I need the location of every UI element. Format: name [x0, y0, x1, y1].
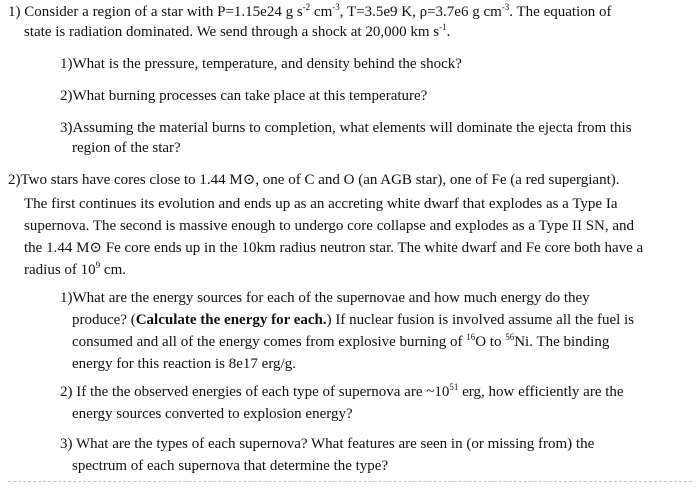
superscript: 51 — [449, 382, 459, 392]
q2-sub-question-1-line-4 — [72, 352, 296, 376]
sub-question-text: region of the star? — [72, 140, 181, 156]
sub-question-text: 1)What is the pressure, temperature, and density behind the shock? — [60, 56, 462, 72]
q1-sub-question-1 — [60, 52, 462, 76]
cropped-text-edge — [8, 481, 692, 488]
q2-sub-question-1-line-3 — [72, 330, 609, 354]
sub-question-text: ) If nuclear fusion is involved assume all the fuel is — [326, 312, 635, 328]
q2-line-4 — [24, 236, 643, 260]
q1-text: 1) Consider a region of a star with P=1.15e24 g s — [8, 4, 303, 20]
sub-question-text: 2) If the the observed energies of each type of supernova are ~10 — [60, 384, 450, 400]
q1-sub-question-3-cont — [72, 136, 181, 160]
q2-text: radius of 10 — [24, 262, 96, 278]
sub-question-text: Ni. The binding — [514, 334, 610, 350]
superscript: 16 — [466, 332, 476, 342]
q2-text: The first continues its evolution and ends up as an accreting white dwarf that explodes as a Type Ia — [24, 196, 618, 212]
sub-question-text: 3) What are the types of each supernova? What features are seen in (or missing from) the — [60, 436, 595, 452]
superscript: 9 — [95, 260, 101, 270]
superscript: -3 — [332, 2, 340, 12]
q2-sub-question-3 — [60, 432, 594, 456]
sub-question-text: energy sources converted to explosion energy? — [72, 406, 353, 422]
sub-question-text: energy for this reaction is 8e17 erg/g. — [72, 356, 296, 372]
q2-text: cm. — [100, 262, 126, 278]
q2-sub-question-1-line-2 — [72, 308, 634, 332]
q1-text: . — [446, 24, 451, 40]
q2-sub-question-1 — [60, 286, 590, 310]
superscript: -3 — [501, 2, 510, 12]
q2-line-3 — [24, 214, 634, 238]
q2-sub-question-2 — [60, 380, 624, 404]
sub-question-text: produce? ( — [72, 312, 136, 328]
superscript: -1 — [439, 22, 447, 32]
q2-line-5 — [24, 258, 126, 282]
q2-text: supernova. The second is massive enough to undergo core collapse and explodes as a Type II SN, and — [24, 218, 635, 234]
q2-sub-question-2-line-2 — [72, 402, 353, 426]
q2-line-1 — [8, 168, 620, 192]
q1-text: cm — [310, 4, 333, 20]
q1-sub-question-2 — [60, 84, 427, 108]
q2-text: the 1.44 M⊙ Fe core ends up in the 10km radius neutron star. The white dwarf and Fe core both have a — [24, 240, 644, 256]
q2-sub-question-3-line-2 — [72, 454, 388, 478]
q2-text: 2)Two stars have cores close to 1.44 M⊙, one of C and O (an AGB star), one of Fe (a red supergiant). — [8, 172, 620, 188]
sub-question-text: 2)What burning processes can take place at this temperature? — [60, 88, 428, 104]
q1-text: . The equation of — [509, 4, 612, 20]
q1-line-2 — [24, 20, 450, 44]
q1-text: state is radiation dominated. We send through a shock at 20,000 km s — [24, 24, 440, 40]
q2-line-2 — [24, 192, 618, 216]
bold-instruction: Calculate the energy for each. — [135, 312, 327, 328]
superscript: -2 — [302, 2, 311, 12]
sub-question-text: erg, how efficiently are the — [458, 384, 624, 400]
superscript: 56 — [505, 332, 515, 342]
sub-question-text: 3)Assuming the material burns to completion, what elements will dominate the ejecta from this — [60, 120, 632, 136]
sub-question-text: O to — [475, 334, 506, 350]
q1-text: , T=3.5e9 K, ρ=3.7e6 g cm — [339, 4, 502, 20]
sub-question-text: consumed and all of the energy comes from explosive burning of — [72, 334, 467, 350]
sub-question-text: 1)What are the energy sources for each of the supernovae and how much energy do they — [60, 290, 590, 306]
sub-question-text: spectrum of each supernova that determine the type? — [72, 458, 389, 474]
